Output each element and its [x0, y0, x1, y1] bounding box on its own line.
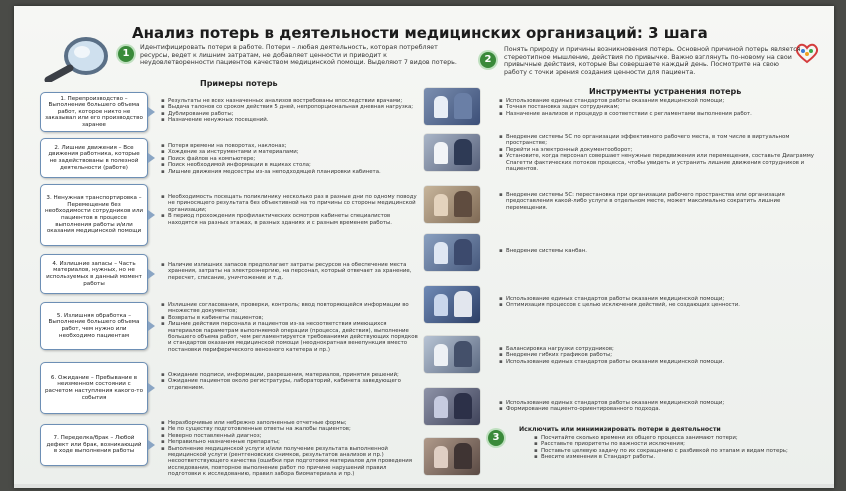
photo	[424, 234, 480, 271]
step-1-badge: 1	[118, 46, 134, 62]
list-item: ▪ Лишние движения медсестры из-за неподходящей планировки кабинета.	[168, 169, 418, 175]
tools-list	[498, 192, 820, 211]
list-item: ▪ Необходимость посещать поликлинику несколько раз в разные дни по одному поводу не приносящего результата без объективной на то причины со стороны медицинской организации;	[168, 194, 418, 213]
step-3-badge: 3	[488, 430, 504, 446]
photo	[424, 286, 480, 323]
list-item: ▪ Потеря времени на поворотах, наклонах;	[168, 143, 418, 149]
list-item: ▪ Использование единых стандартов работы оказания медицинской помощи.	[506, 359, 820, 365]
category-box: 1. Перепроизводство – Выполнение большего объема работ, которое никто не заказывал или его производство заранее	[40, 92, 148, 132]
list-item: ▪ Выдача талонов со сроком действия 5 дней, непропорциональная дневная нагрузка;	[168, 104, 418, 110]
row-arrow	[148, 210, 155, 220]
tools-list	[498, 400, 820, 413]
category-box: 3. Ненужная транспортировка – Перемещение без необходимости сотрудников или пациентов в процессе выполнения работы и/или оказания медицинской помощи	[40, 184, 148, 246]
category-box: 6. Ожидание – Пребывание в неизменном состоянии с расчетом наступления какого-то события	[40, 362, 148, 414]
list-item: ▪ Неверно поставленный диагноз;	[168, 433, 418, 439]
examples-list	[160, 372, 418, 391]
list-item: ▪ Лишние действия персонала и пациентов из-за несоответствия имеющихся материалов параметрам выполняемой операции (процесса, действия), выполнение большего объема работ, чем регламентируется требованиями действующих порядков и стандартов оказания медицинской помощи (неоднократная венепункция вместо постановки периферического венозного катетера и пр.)	[168, 321, 418, 353]
list-item: ▪ Неправильно назначенные препараты;	[168, 439, 418, 445]
list-item: ▪ Использование единых стандартов работы оказания медицинской помощи;	[506, 296, 820, 302]
list-item: ▪ Внедрение системы 5С: перестановка при организации рабочего пространства или организация предоставления какой-либо услуги в отдельном месте, может максимально сократить лишние перемещения.	[506, 192, 820, 211]
list-item: ▪ Ожидание пациентов около регистратуры, лабораторий, кабинета заведующего отделением.	[168, 378, 418, 391]
row-arrow	[148, 440, 155, 450]
list-item: ▪ Результаты не всех назначенных анализов востребованы впоследствии врачами;	[168, 98, 418, 104]
examples-list	[160, 302, 418, 353]
step-3-list	[533, 435, 821, 461]
photo	[424, 134, 480, 171]
tools-list	[498, 134, 820, 172]
examples-list	[160, 262, 418, 281]
examples-list	[160, 420, 418, 478]
list-item: ▪ В период прохождения профилактических осмотров кабинеты специалистов находятся на разных этажах, в разных зданиях и с разным временем работы.	[168, 213, 418, 226]
step-3-block	[519, 426, 819, 482]
poster	[14, 6, 834, 488]
row-arrow	[148, 383, 155, 393]
list-item: ▪ Хождение за инструментами и материалами;	[168, 149, 418, 155]
list-item: ▪ Внесите изменения в Стандарт работы.	[541, 454, 821, 460]
list-item: ▪ Дублирование работы;	[168, 111, 418, 117]
list-item: ▪ Использование единых стандартов работы оказания медицинской помощи;	[506, 98, 820, 104]
magnifier-icon	[42, 34, 120, 82]
list-item: ▪ Назначение анализов и процедур в соответствии с регламентами выполнения работ.	[506, 111, 820, 117]
list-item: ▪ Поиск необходимой информации в ящиках стола;	[168, 162, 418, 168]
row-arrow	[148, 153, 155, 163]
list-item: ▪ Поставьте целевую задачу по их сокращению с разбивкой по этапам и видам потерь;	[541, 448, 821, 454]
list-item: ▪ Выполнение медицинской услуги и/или получение результата выполненной медицинской услуги (рентгеновских снимков, результатов анализов и пр.) несоответствующего качества (ошибки при подготовке материалов для проведения исследования, повторное выполнение работ по причине нарушений правил подготовки к исследованию, правил забора биоматериала и пр.)	[168, 446, 418, 478]
tools-list	[498, 98, 820, 117]
list-item: ▪ Неразборчивые или небрежно заполненные отчетные формы;	[168, 420, 418, 426]
poster-bottom-edge	[14, 484, 834, 488]
step-2-badge: 2	[480, 52, 496, 68]
tools-list	[498, 296, 820, 309]
row-arrow	[148, 321, 155, 331]
tools-list	[498, 346, 820, 365]
list-item: ▪ Наличие излишних запасов предполагает затраты ресурсов на обеспечение места хранения, затраты на электроэнергию, на персонал, который отвечает за хранение, пересчет, списание, уничтожение и т.д.	[168, 262, 418, 281]
photo	[424, 88, 480, 125]
list-item: ▪ Ожидание подписи, информации, разрешения, материалов, принятия решений;	[168, 372, 418, 378]
list-item: ▪ Балансировка нагрузки сотрудников;	[506, 346, 820, 352]
examples-column-heading: Примеры потерь	[200, 79, 278, 88]
list-item: ▪ Внедрение системы 5С по организации эффективного рабочего места, в том числе в виртуальном пространстве;	[506, 134, 820, 147]
list-item: ▪ Посчитайте сколько времени из общего процесса занимают потери;	[541, 435, 821, 441]
list-item: ▪ Оптимизация процессов с целью исключения действий, не создающих ценности.	[506, 302, 820, 308]
list-item: ▪ Назначение ненужных посещений.	[168, 117, 418, 123]
list-item: ▪ Возвраты в кабинеты пациентов;	[168, 315, 418, 321]
examples-list	[160, 143, 418, 175]
examples-list	[160, 98, 418, 124]
tools-column-heading: Инструменты устранения потерь	[589, 87, 742, 96]
list-item: ▪ Расставьте приоритеты по важности исключения;	[541, 441, 821, 447]
category-box: 7. Переделка/брак – Любой дефект или брак, возникающий в ходе выполнения работы	[40, 424, 148, 466]
list-item: ▪ Внедрение системы канбан.	[506, 248, 820, 254]
category-box: 4. Излишние запасы – Часть материалов, нужных, но не используемых в данный момент работы	[40, 254, 148, 294]
row-arrow	[148, 269, 155, 279]
category-box: 2. Лишние движения – Все движения работника, которые не задействованы в полезной деятельности (работе)	[40, 138, 148, 178]
photo	[424, 388, 480, 425]
list-item: ▪ Установите, когда персонал совершает ненужные передвижения или перемещения, составьте Диаграмму Спагетти фактических потоков процесса, чтобы увидеть и устранить лишние движения сотрудников и пациентов.	[506, 153, 820, 172]
step-2-text: Понять природу и причины возникновения потерь. Основной причиной потерь является стереотипное мышление, действия по привычке. Важно взглянуть по-новому на свои привычные действия, которые Вы совершаете каждый день. Посмотрите на свою работу с точки зрения создания ценности для пациента.	[504, 46, 801, 76]
photo	[424, 336, 480, 373]
poster-title: Анализ потерь в деятельности медицинских организаций: 3 шага	[132, 24, 708, 42]
list-item: ▪ Формирование пациенто-ориентированного подхода.	[506, 406, 820, 412]
list-item: ▪ Не по существу подготовленные ответы на жалобы пациентов;	[168, 426, 418, 432]
list-item: ▪ Перейти на электронный документооборот;	[506, 147, 820, 153]
list-item: ▪ Точная постановка задач сотрудникам;	[506, 104, 820, 110]
list-item: ▪ Внедрение гибких графиков работы;	[506, 352, 820, 358]
tools-list	[498, 248, 820, 254]
photo	[424, 438, 480, 475]
examples-list	[160, 194, 418, 226]
category-box: 5. Излишняя обработка – Выполнение большего объема работ, чем нужно или необходимо пациентам	[40, 302, 148, 350]
row-arrow	[148, 107, 155, 117]
step-1-text: Идентифицировать потери в работе. Потери – любая деятельность, которая потребляет ресурсы, ведет к лишним затратам, не добавляет ценности и приводит к неудовлетворенности пациентов качеством медицинской помощи. Выделяют 7 видов потерь.	[140, 44, 457, 67]
list-item: ▪ Излишние согласования, проверки, контроль; ввод повторяющейся информации во множестве документов;	[168, 302, 418, 315]
step-3-heading: Исключить или минимизировать потери в деятельности	[519, 426, 721, 433]
list-item: ▪ Использование единых стандартов работы оказания медицинской помощи;	[506, 400, 820, 406]
list-item: ▪ Поиск файлов на компьютере;	[168, 156, 418, 162]
photo	[424, 186, 480, 223]
